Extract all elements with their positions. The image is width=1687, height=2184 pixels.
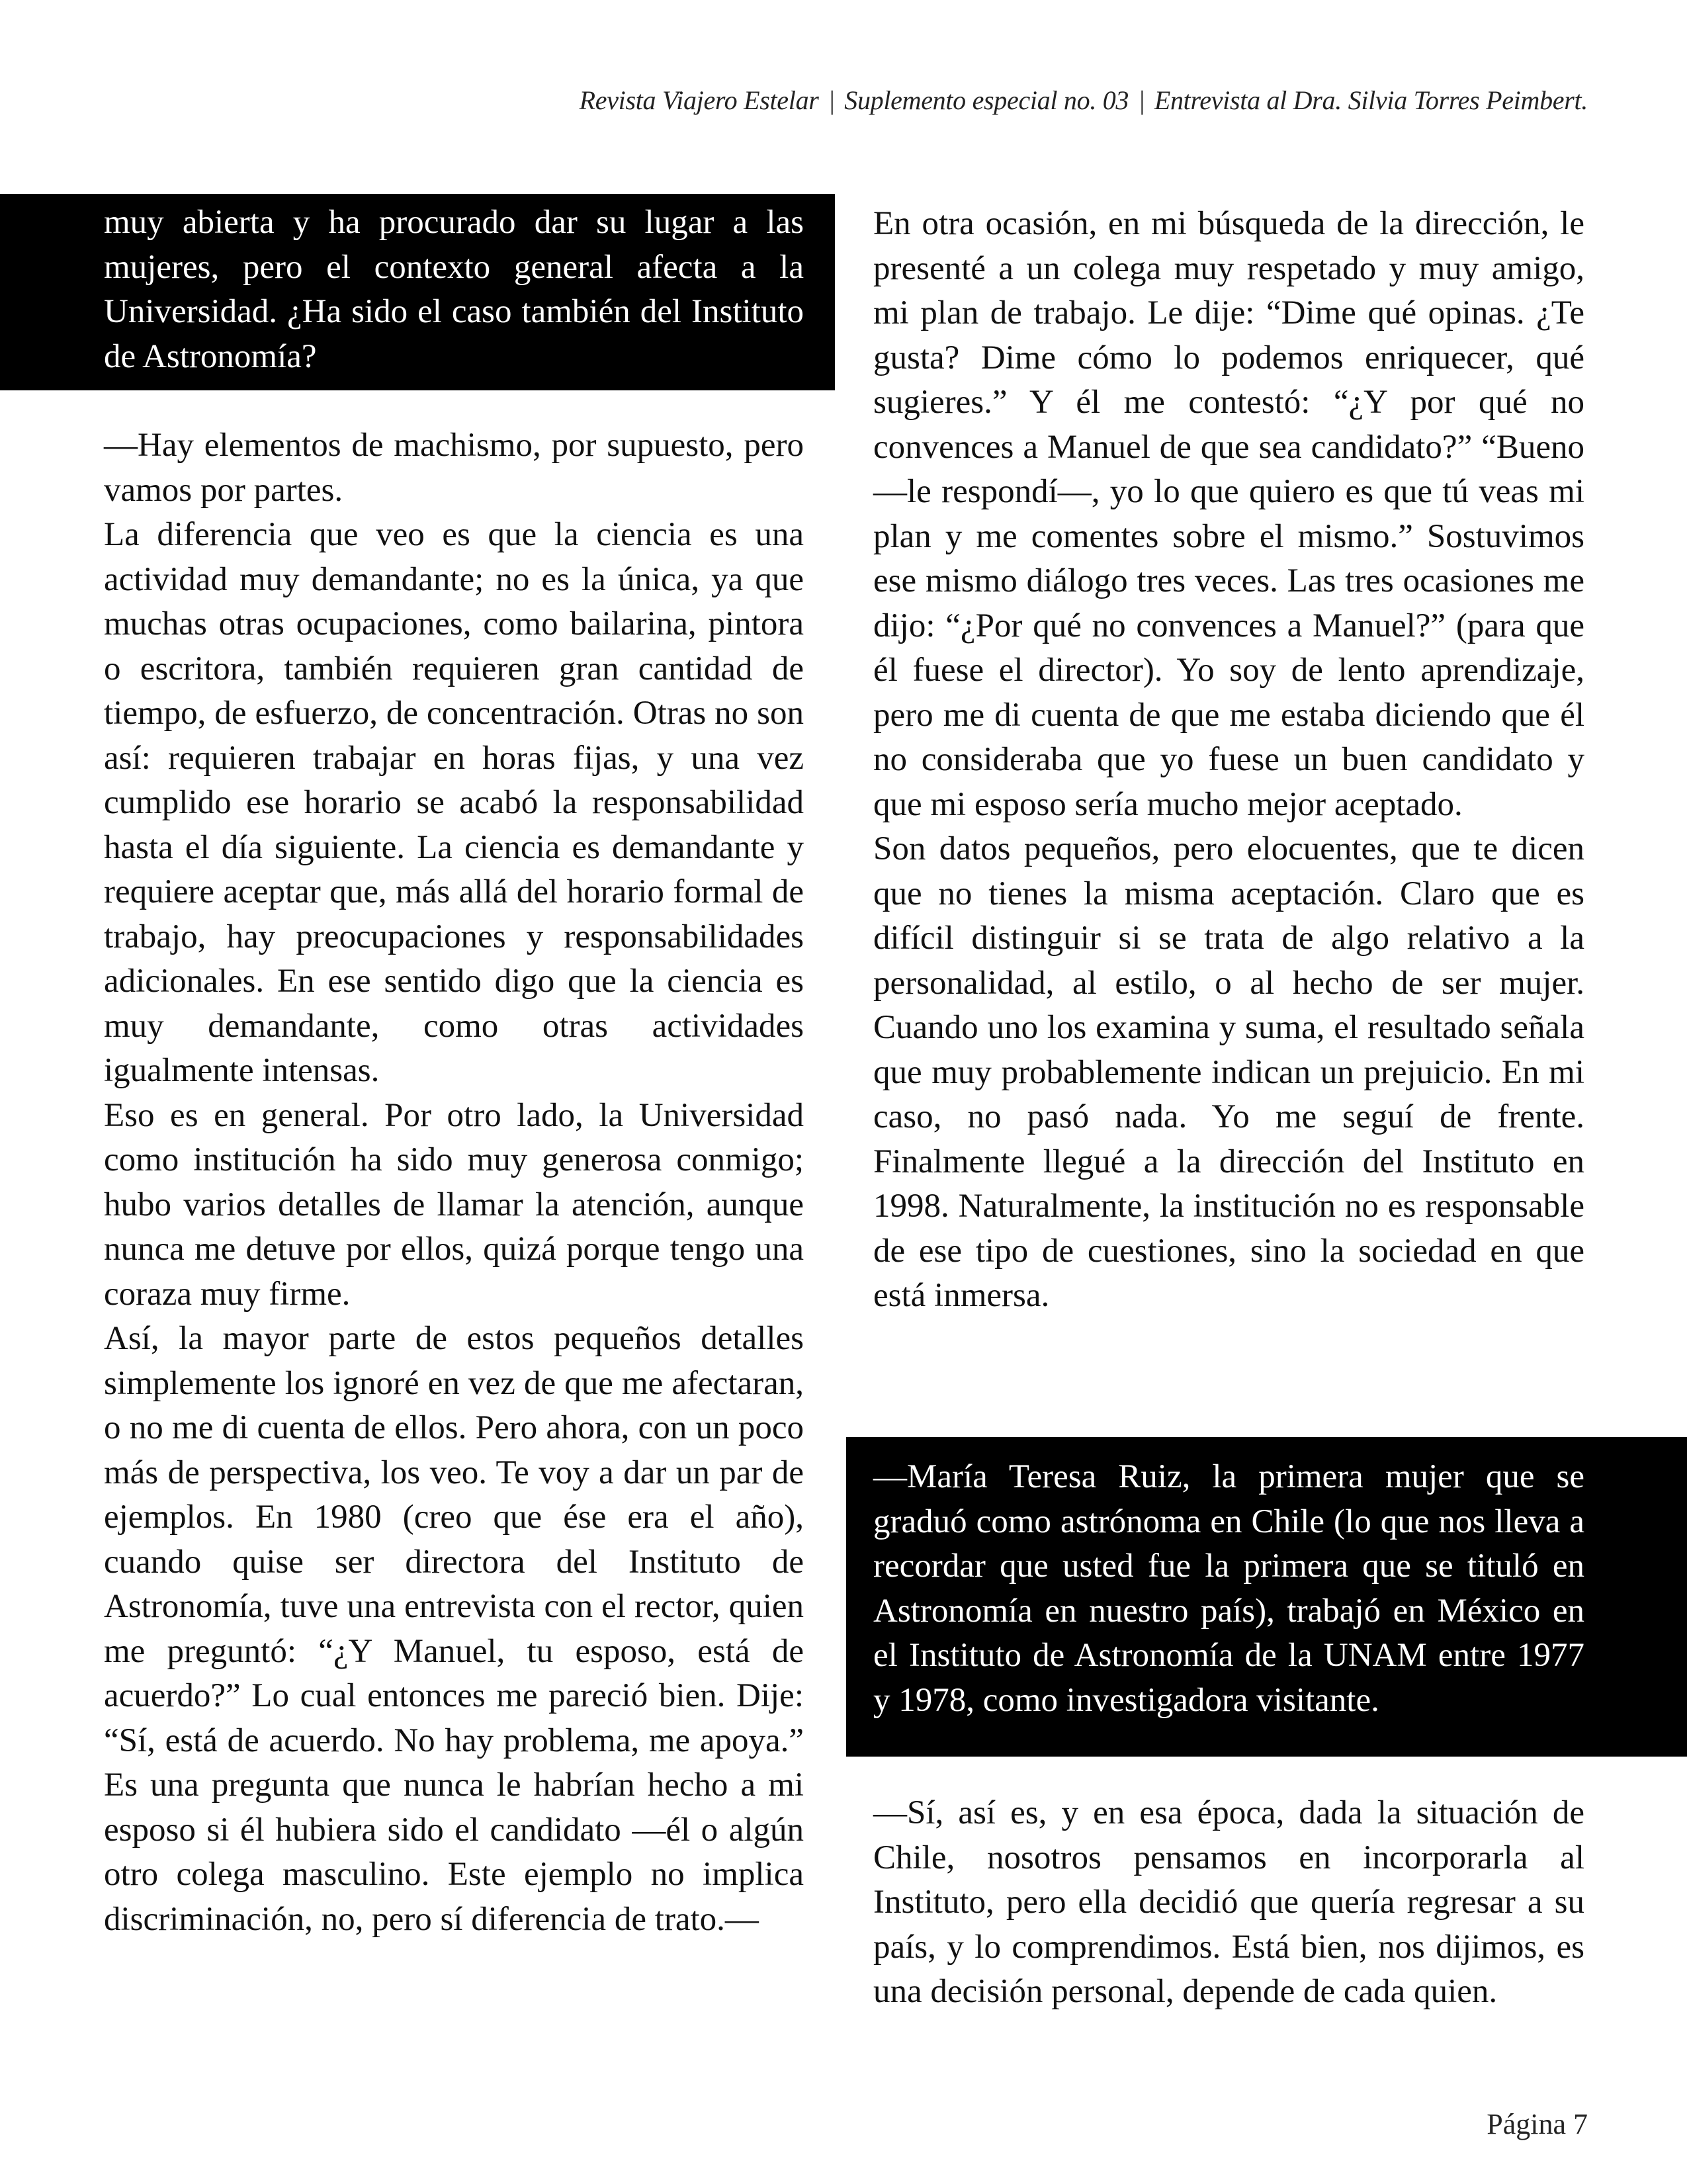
question-highlight-box-right — [846, 1437, 1687, 1757]
answer-paragraph: —Sí, así es, y en esa época, dada la situación de Chile, nosotros pensamos en incorporarla al Instituto, pero ella decidió que quería regresar a su país, y lo comprendimos. Está bien, nos dijimos, es una decisión personal, depende de cada quien. — [873, 1794, 1584, 2010]
answer-paragraph: En otra ocasión, en mi búsqueda de la dirección, le presenté a un colega muy respetado y muy amigo, mi plan de trabajo. Le dije: “Dime qué opinas. ¿Te gusta? Dime cómo lo podemos enriquecer, qué sugieres.” Y él me contestó: “¿Y por qué no convences a Manuel de que sea candidato?” “Bueno —le respondí—, yo lo que quiero es que tú veas mi plan y me comentes sobre el mismo.” Sostuvimos ese mismo diálogo tres veces. Las tres ocasiones me dijo: “¿Por qué no convences a Manuel?” (para que él fuese el director). Yo soy de lento aprendizaje, pero me di cuenta de que me estaba diciendo que él no consideraba que yo fuese un buen candidato y que mi esposo sería mucho mejor aceptado. — [873, 205, 1584, 823]
right-column-answer — [873, 1791, 1584, 2015]
answer-paragraph: —Hay elementos de machismo, por supuesto, pero vamos por partes. — [104, 427, 804, 509]
answer-paragraph: Son datos pequeños, pero elocuentes, que te dicen que no tienes la misma aceptación. Claro que es difícil distinguir si se trata de algo relativo a la personalidad, al estilo, o al hecho de ser mujer. Cuando uno los examina y suma, el resultado señala que muy probablemente indican un prejuicio. En mi caso, no pasó nada. Yo me seguí de frente. Finalmente llegué a la dirección del Instituto en 1998. Naturalmente, la institución no es responsable de ese tipo de cuestiones, sino la sociedad en que está inmersa. — [873, 830, 1584, 1314]
interviewer-question — [873, 1455, 1584, 1723]
right-column-body — [873, 202, 1584, 1319]
supplement-title: Suplemento especial no. 03 — [844, 85, 1129, 115]
article-title: Entrevista al Dra. Silvia Torres Peimbert. — [1154, 85, 1588, 115]
question-highlight-box-left — [0, 194, 835, 390]
running-header — [580, 85, 1588, 116]
answer-paragraph: Así, la mayor parte de estos pequeños detalles simplemente los ignoré en vez de que me afectaran, o no me di cuenta de ellos. Pero ahora, con un poco más de perspectiva, los veo. Te voy a dar un par de ejemplos. En 1980 (creo que ése era el año), cuando quise ser directora del Instituto de Astronomía, tuve una entrevista con el rector, quien me preguntó: “¿Y Manuel, tu esposo, está de acuerdo?” Lo cual entonces me pareció bien. Dije: “Sí, está de acuerdo. No hay problema, me apoya.” Es una pregunta que nunca le habrían hecho a mi esposo si él hubiera sido el candidato —él o algún otro colega masculino. Este ejemplo no implica discriminación, no, pero sí diferencia de trato.— — [104, 1320, 804, 1938]
question-text: —María Teresa Ruiz, la primera mujer que se graduó como astrónoma en Chile (lo que nos lleva a recordar que usted fue la primera que se tituló en Astronomía en nuestro país), trabajó en México en el Instituto de Astronomía de la UNAM entre 1977 y 1978, como investigadora visitante. — [873, 1458, 1584, 1719]
answer-paragraph: Eso es en general. Por otro lado, la Universidad como institución ha sido muy generosa conmigo; hubo varios detalles de llamar la atención, aunque nunca me detuve por ellos, quizá porque tengo una coraza muy firme. — [104, 1096, 804, 1313]
header-separator: | — [828, 85, 836, 115]
header-separator: | — [1138, 85, 1145, 115]
left-column-body — [104, 423, 804, 1942]
interviewer-question — [104, 200, 804, 379]
page-number: Página 7 — [1487, 2108, 1588, 2140]
magazine-title: Revista Viajero Estelar — [579, 85, 819, 115]
answer-paragraph: La diferencia que veo es que la ciencia es una actividad muy demandante; no es la única, ya que muchas otras ocupaciones, como bailarina, pintora o escritora, también requieren gran cantidad de tiempo, de esfuerzo, de concentración. Otras no son así: requieren trabajar en horas fijas, y una vez cumplido ese horario se acabó la responsabilidad hasta el día siguiente. La ciencia es demandante y requiere aceptar que, más allá del horario formal de trabajo, hay preocupaciones y responsabilidades adicionales. En ese sentido digo que la ciencia es muy demandante, como otras actividades igualmente intensas. — [104, 516, 804, 1089]
question-text: muy abierta y ha procurado dar su lugar a las mujeres, pero el contexto general afecta a la Universidad. ¿Ha sido el caso también del Instituto de Astronomía? — [104, 204, 804, 375]
